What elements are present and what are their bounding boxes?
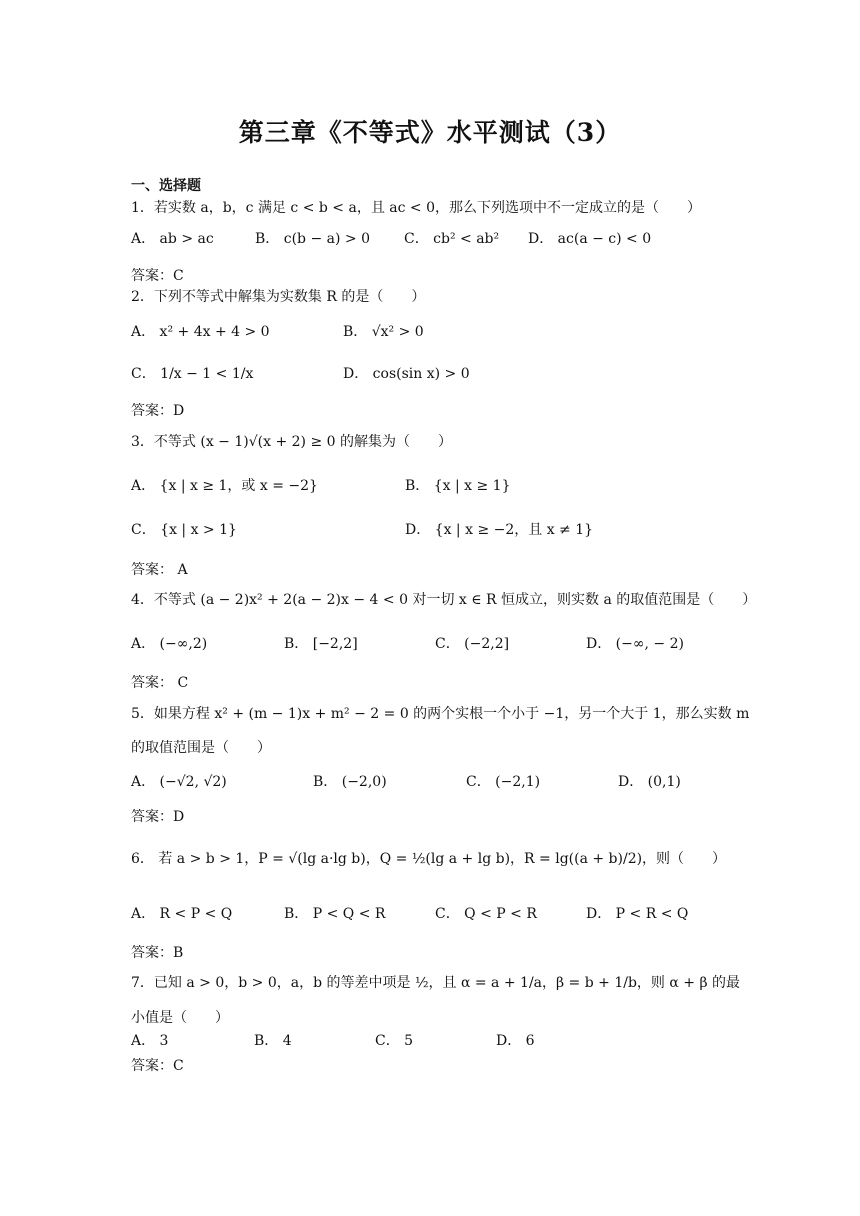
q3-option-c: C． {x | x > 1} [131, 522, 237, 538]
q6-option-b: B． P < Q < R [284, 906, 386, 922]
q2-option-b: B． √x² > 0 [343, 324, 424, 340]
question-6-stem: 6． 若 a > b > 1，P = √(lg a·lg b)，Q = ½(lg a + lg b)，R = lg((a + b)/2)，则（ ） [131, 851, 727, 867]
q6-option-a: A． R < P < Q [131, 906, 233, 922]
q4-answer: 答案： C [131, 675, 189, 691]
q3-option-a: A． {x | x ≥ 1，或 x = −2} [131, 478, 318, 494]
q7-option-b: B． 4 [254, 1033, 292, 1049]
q6-answer: 答案：B [131, 945, 184, 961]
q4-option-d: D． (−∞, − 2) [586, 636, 684, 652]
question-4-stem: 4．不等式 (a − 2)x² + 2(a − 2)x − 4 < 0 对一切 x ∈ R 恒成立，则实数 a 的取值范围是（ ） [131, 592, 757, 608]
q2-answer: 答案：D [131, 403, 185, 419]
section-heading: 一、选择题 [131, 178, 201, 194]
question-3-stem: 3．不等式 (x − 1)√(x + 2) ≥ 0 的解集为（ ） [131, 434, 452, 450]
q4-option-a: A． (−∞,2) [131, 636, 208, 652]
q1-option-b: B． c(b − a) > 0 [255, 231, 370, 247]
q5-option-a: A． (−√2, √2) [131, 774, 227, 790]
q7-answer: 答案：C [131, 1058, 184, 1074]
question-7-stem: 7．已知 a > 0，b > 0，a，b 的等差中项是 ½，且 α = a + 1/a，β = b + 1/b，则 α + β 的最 [131, 975, 740, 991]
q5-option-d: D． (0,1) [618, 774, 681, 790]
q5-answer: 答案：D [131, 809, 185, 825]
q7-option-c: C． 5 [375, 1033, 414, 1049]
q1-option-a: A． ab > ac [131, 231, 214, 247]
q4-option-b: B． [−2,2] [284, 636, 358, 652]
page-title: 第三章《不等式》水平测试（3） [238, 118, 622, 147]
q4-option-c: C． (−2,2] [435, 636, 510, 652]
q2-option-d: D． cos(sin x) > 0 [343, 366, 470, 382]
question-1-stem: 1．若实数 a，b，c 满足 c < b < a，且 ac < 0，那么下列选项中不一定成立的是（ ） [131, 200, 701, 216]
q2-option-a: A． x² + 4x + 4 > 0 [131, 324, 270, 340]
question-5-stem-continued: 的取值范围是（ ） [131, 740, 271, 756]
q1-option-c: C． cb² < ab² [404, 231, 500, 247]
q3-option-d: D． {x | x ≥ −2，且 x ≠ 1} [405, 522, 594, 538]
q7-option-d: D． 6 [496, 1033, 535, 1049]
q5-option-b: B． (−2,0) [313, 774, 387, 790]
q2-option-c: C． 1/x − 1 < 1/x [131, 366, 254, 382]
q6-option-d: D． P < R < Q [586, 906, 689, 922]
q5-option-c: C． (−2,1) [466, 774, 541, 790]
question-7-stem-continued: 小值是（ ） [131, 1010, 229, 1026]
q6-option-c: C． Q < P < R [435, 906, 537, 922]
q1-option-d: D． ac(a − c) < 0 [528, 231, 652, 247]
q7-option-a: A． 3 [131, 1033, 169, 1049]
q3-answer: 答案： A [131, 562, 188, 578]
q3-option-b: B． {x | x ≥ 1} [405, 478, 511, 494]
question-5-stem: 5．如果方程 x² + (m − 1)x + m² − 2 = 0 的两个实根一个小于 −1，另一个大于 1，那么实数 m [131, 706, 750, 722]
question-2-stem: 2．下列不等式中解集为实数集 R 的是（ ） [131, 289, 426, 305]
q1-answer: 答案：C [131, 268, 184, 284]
